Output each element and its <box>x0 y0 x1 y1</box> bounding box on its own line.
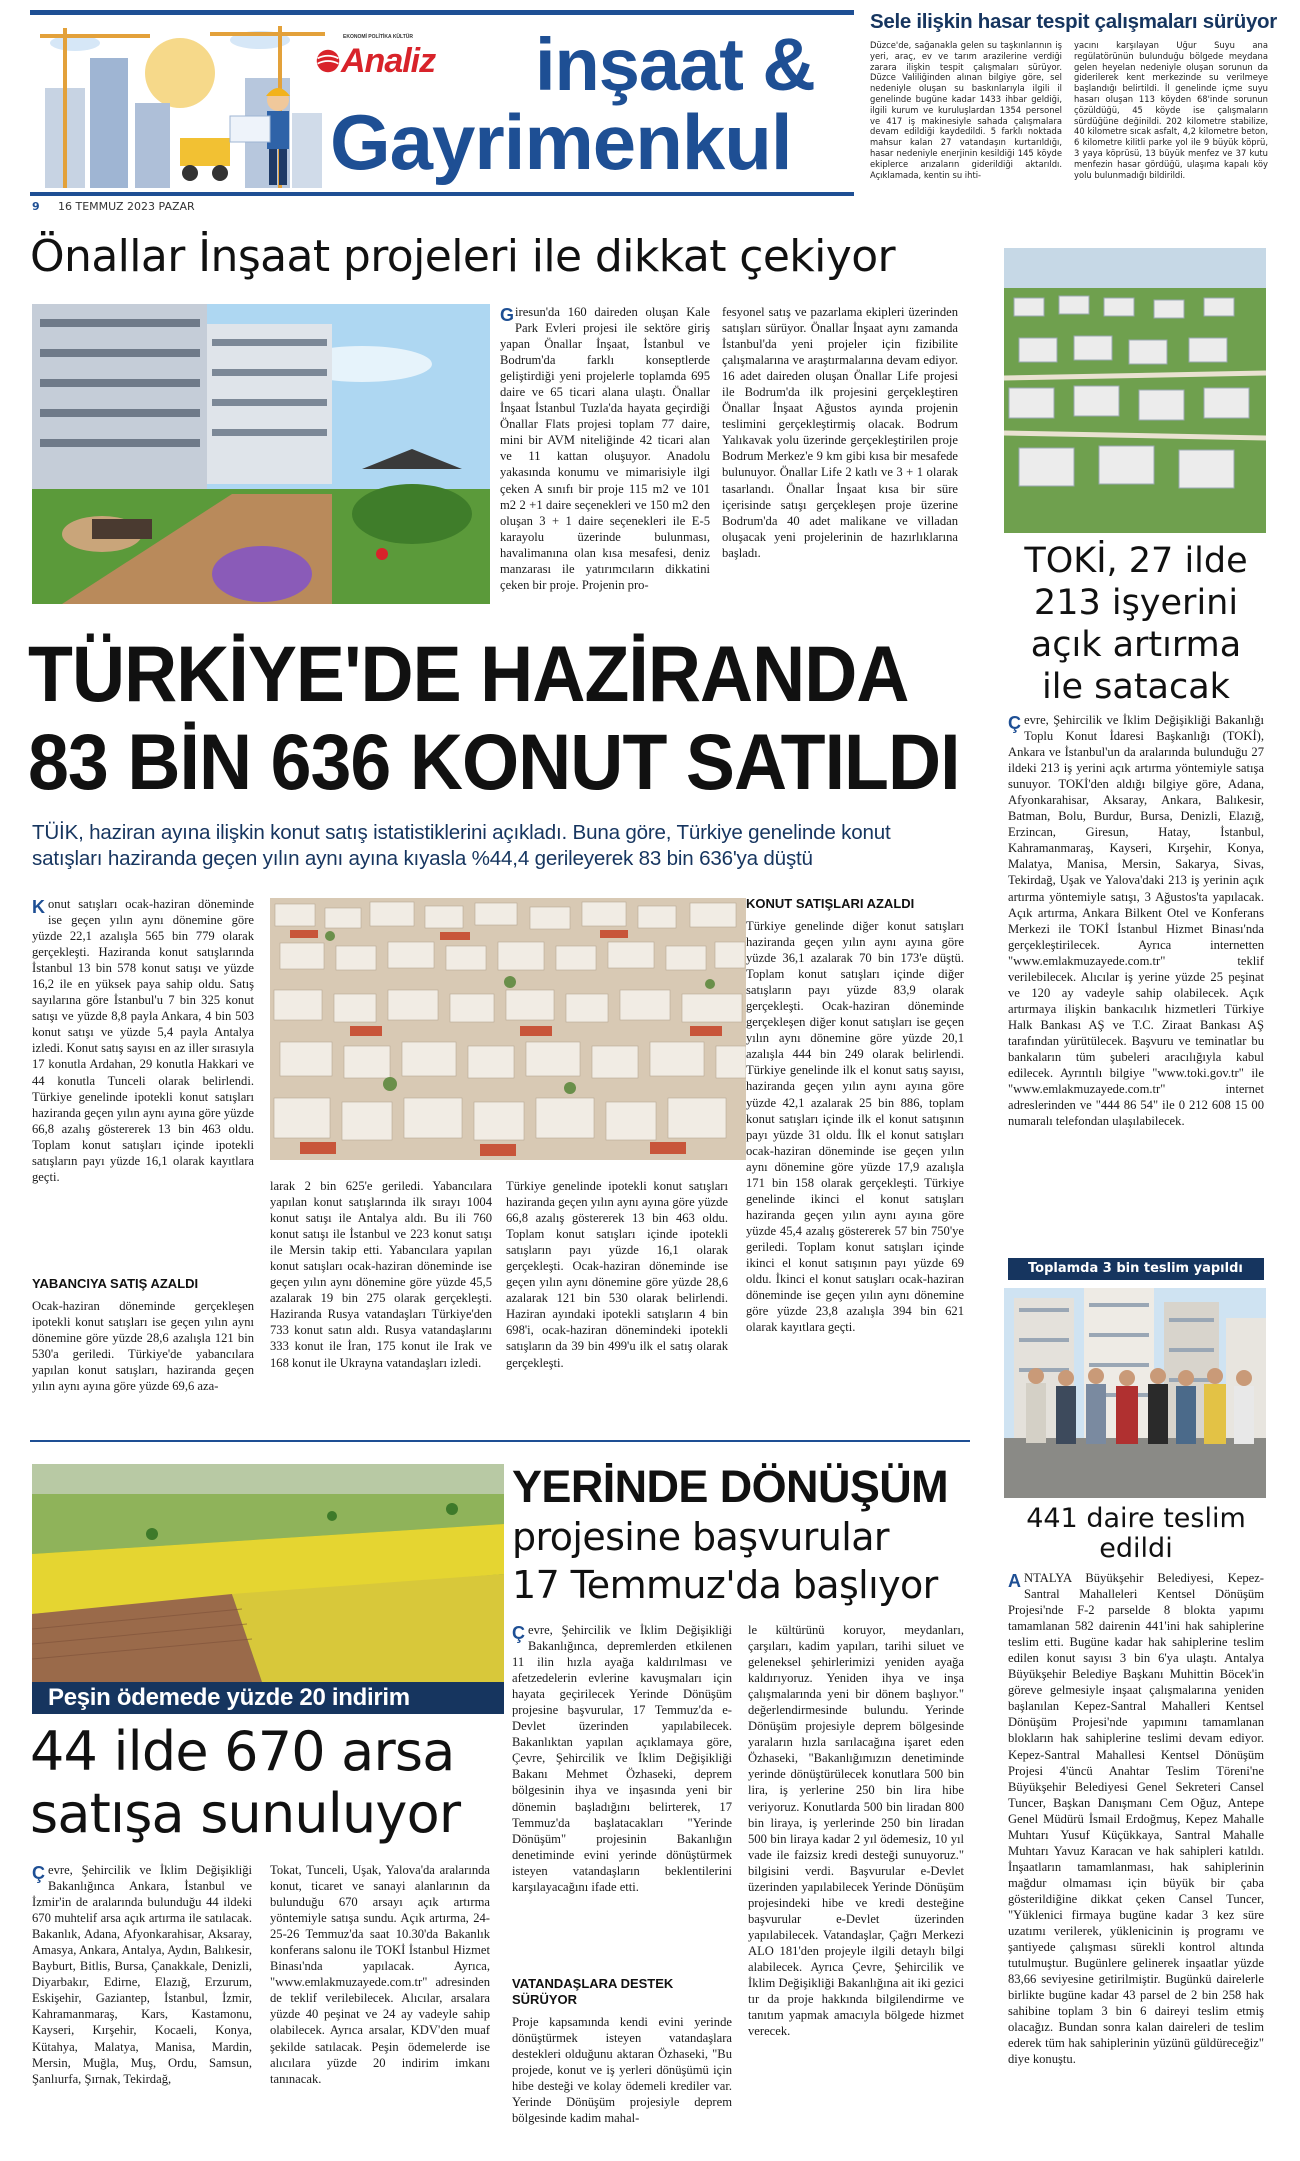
arsa-banner-text: Peşin ödemede yüzde 20 indirim <box>48 1684 410 1711</box>
toki-headline: TOKİ, 27 ilde 213 işyerini açık artırma ile satacak <box>1024 541 1248 707</box>
teslim-headline: 441 daire teslim edildi <box>1026 1503 1246 1564</box>
arsa-col1: Ç evre, Şehircilik ve İklim Değişikliği Bakanlığınca Ankara, İstanbul ve İzmir'in de aralarında bulunduğu 44 ildeki 670 muhtelif arsa açık artırma ile satılacak. Bakanlık, Adana, Afyonkarahisar, Aksaray, Amasya, Ankara, Antalya, Aydın, Balıkesir, Bayburt, Bitlis, Bursa, Çanakkale, Denizli, Diyarbakır, Edirne, Elazığ, Erzurum, Eskişehir, Gaziantep, İstanbul, İzmir, Kahramanmaraş, Kars, Kastamonu, Kayseri, Kırşehir, Kocaeli, Konya, Kütahya, Malatya, Manisa, Mardin, Mersin, Muğla, Muş, Ordu, Samsun, Şanlıurfa, Şırnak, Tekirdağ, <box>32 1863 252 2086</box>
donusum-col1-text: evre, Şehircilik ve İklim Değişikliği Bakanlığınca, depremlerden etkilenen 11 ilin hızla ayağa kaldırılması ve afetzedelerin evlerine kavuşmaları için hayata geçirilecek Yerinde Dönüşüm projesine başvurular, 17 Temmuz'da e-Devlet üzerinden yapılabilecek. Bakanlıktan yapılan açıklamaya göre, Çevre, Şehircilik ve İklim Değişikliği Bakanı Mehmet Özhaseki, deprem bölgesinin ihya ve inşasında yeni bir dönemin başladığını belirterek, 17 Temmuz'da başlatacakları "Yerinde Dönüşüm" projesinin Bakanlığın denetiminde evini yerinde dönüştürmek isteyen vatandaşların beklentilerini karşılayacağını ifade etti. <box>512 1623 732 1894</box>
donusum-col1: Ç evre, Şehircilik ve İklim Değişikliği Bakanlığınca, depremlerden etkilenen 11 ilin hızla ayağa kaldırılması ve afetzedelerin evlerine kavuşmaları için hayata geçirilecek Yerinde Dönüşüm projesine başvurular, 17 Temmuz'da e-Devlet üzerinden yapılabilecek. Bakanlıktan yapılan açıklamaya göre, Çevre, Şehircilik ve İklim Değişikliği Bakanı Mehmet Özhaseki, deprem bölgesinin ihya ve inşasında yeni bir dönemin başladığını belirterek, 17 Temmuz'da başlatacakları "Yerinde Dönüşüm" projesinin Bakanlığın denetiminde evini yerinde dönüştürmek isteyen vatandaşların beklentilerini karşılayacağını ifade etti. VATANDAŞLARA DESTEK SÜRÜYOR Proje kapsamında kendi evini yerinde dönüştürmek isteyen vatandaşlara destekleri olduğunu aktaran Özhaseki, "Bu projede, konut ve iş yerleri dönüşümü için hibe desteği ve kolay ödemeli krediler var. Yerinde Dönüşüm projesiyle deprem bölgesinde kadim mahal- <box>512 1622 732 2152</box>
main-col1-text: onut satışları ocak-haziran döneminde ise geçen yılın aynı dönemine göre yüzde 22,1 azalışla 565 bin 779 olarak gerçekleşti. Haziranda konut satışlarında İstanbul 13 bin 578 konut satışı ve yüzde 16,2 ile en yüksek paya sahip oldu. Satış sayılarına göre İstanbul'u 7 bin 325 konut satışı ve yüzde 8,8 payla Ankara, 4 bin 503 konut satışı ve yüzde 5,4 payla Antalya izledi. Konut satış sayısı en az iller sırasıyla 17 konutla Ardahan, 29 konutla Hakkari ve 44 konutla Tunceli olarak belirlendi. Türkiye genelinde ipotekli konut satışları haziranda geçen yılın aynı ayına göre yüzde 66,8 azalış göstererek 13 bin 463 oldu. Toplam konut satışları içinde ipotekli satışların payı yüzde 16,1 olarak kayıtlara geçti. <box>32 897 254 1184</box>
teslim-banner-text: Toplamda 3 bin teslim yapıldı <box>1028 1261 1243 1276</box>
main-deck: TÜİK, haziran ayına ilişkin konut satış istatistiklerini açıkladı. Buna göre, Türkiye genelinde konut satışları haziranda geçen yılın aynı ayına kıyasla %44,4 gerileyerek 83 bin 636'ya düştü <box>32 821 891 870</box>
main-col4-text: Türkiye genelinde diğer konut satışları haziranda geçen yılın aynı ayına göre yüzde 36,1 azalarak 70 bin 173'e düştü. Toplam konut satışları içinde diğer satışların payı yüzde 83,9 olarak gerçekleşti. Ocak-haziran döneminde gerçekleşen diğer konut satışları ise geçen yılın aynı dönemine göre yüzde 20,1 azalışla 444 bin 249 olarak belirlendi. Türkiye genelinde ilk el konut satış sayısı, haziranda geçen yılın aynı ayına göre yüzde 42,1 azalarak 25 bin 886, toplam konut satışları içinde ilk el konut satışının payı yüzde 31 oldu. İlk el konut satışları ocak-haziran döneminde ise geçen yılın aynı dönemine göre yüzde 17,9 azalışla 171 bin 158 olarak gerçekleşti. Türkiye genelinde ikinci el konut satışları haziranda geçen yılın aynı ayına göre yüzde 45,4 azalış göstererek 57 bin 750'ye geriledi. Toplam konut satışları içinde ikinci el konut satışının payı yüzde 69 oldu. İkinci el konut satışları ocak-haziran döneminde ise geçen yılın aynı dönemine göre yüzde 23,8 azalışla 394 bin 621 olarak kayıtlara geçti. <box>746 919 964 1335</box>
donusum-col2: le kültürünü koruyor, meydanları, çarşıları, kadim yapıları, tarihi siluet ve geleneksel şehirlerimizi yeniden ayağa kaldırıyoruz. Yeniden ihya ve inşa çalışmalarında yeni bir dönem başlıyor." değerlendirmesinde bulundu. Yerinde Dönüşüm projesiyle deprem bölgesinde yaraların hızla sarılacağına işaret eden Özhaseki, "Bakanlığımızın denetiminde yerinde dönüştürülecek konutlara 500 bin lira, iş yerlerine 250 bin lira hibe veriyoruz. Konutlarda 500 bin liradan 800 bin liraya, iş yerlerinde 250 bin liradan 500 bin liraya kadar 2 yıl ödemesiz, 10 yıl vade ile faizsiz kredi desteği sunuyoruz." bilgisini verdi. Başvurular e-Devlet üzerinden yapılabilecek Yerinde Dönüşüm projesindeki hibe ve kredi desteğine başvurular e-Devlet üzerinden yapılabilecek. Vatandaşlar, Çağrı Merkezi ALO 181'den projeyle ilgili detaylı bilgi alabilecek. Ayrıca Çevre, Şehircilik ve İklim Değişikliği Bakanlığına ait iki gezici tır da proje hakkında bilgilendirme ve tanıtım yapmak amacıyla bölgede hizmet verecek. <box>748 1623 964 2039</box>
sel-col2: yacını karşılayan Uğur Suyu ana regülatörünün bulunduğu bölgede meydana gelen heyelan nedeniyle oluşan sorunun da giderilerek kent merkezinde su verilmeye başlandığı belirtildi. İl genelinde içme suyu hasarı oluşan 113 köyden 68'inde sorunun çözüldüğü, 45 köyde ise çalışmaların sürdüğüne değinildi. 202 kilometre stabilize, 40 kilometre sıcak asfalt, 4,2 kilometre beton, 6 kilometre kilitli parke yol ile 9 büyük köprü, 3 yaya köprüsü, 13 büyük menfez ve 37 kutu menfezin hasar gördüğü, ulaşıma kapalı köy yolu bulunmadığı bildirildi. <box>1074 40 1268 180</box>
teslim-banner <box>1008 1258 1264 1280</box>
donusum-col1b: Proje kapsamında kendi evini yerinde dönüştürmek isteyen vatandaşlara destekleri olduğunu aktaran Özhaseki, "Bu projede, konut ve iş yerleri dönüşümü için hibe desteği ve kolay ödemeli krediler var. Yerinde Dönüşüm projesiyle deprem bölgesinde kadim mahal- <box>512 2015 732 2126</box>
page-number: 9 <box>32 200 40 213</box>
main-col1: K onut satışları ocak-haziran döneminde ise geçen yılın aynı dönemine göre yüzde 22,1 azalışla 565 bin 779 olarak gerçekleşti. Haziranda konut satışlarında İstanbul 13 bin 578 konut satışı ve yüzde 16,2 ile en yüksek paya sahip oldu. Satış sayılarına göre İstanbul'u 7 bin 325 konut satışı ve yüzde 8,8 payla Ankara, 4 bin 503 konut satışı ve yüzde 5,4 payla Antalya izledi. Konut satış sayısı en az iller sırasıyla 17 konutla Ardahan, 29 konutla Hakkari ve 44 konutla Tunceli olarak belirlendi. Türkiye genelinde ipotekli konut satışları haziranda geçen yılın aynı ayına göre yüzde 66,8 azalış göstererek 13 bin 463 oldu. Toplam konut satışları içinde ipotekli satışların payı yüzde 16,1 olarak kayıtlara geçti. YABANCIYA SATIŞ AZALDI Ocak-haziran döneminde gerçekleşen ipotekli konut satışları ise geçen yılın aynı dönemine göre yüzde 28,6 azalışla 121 bin 530'a geriledi. Türkiye'de yabancılara yapılan konut satışları, haziranda geçen yılın aynı ayına göre yüzde 69,6 aza- <box>32 896 254 1426</box>
toki-photo <box>1004 248 1266 533</box>
donusum-headline-1: YERİNDE DÖNÜŞÜM <box>512 1461 949 1512</box>
sel-col1: Düzce'de, sağanakla gelen su taşkınlarının iş yeri, araç, ev ve tarım arazilerine verdiği zarara ilişkin tespit çalışmaları sürüyor. Düzce Valiliğinden alınan bilgiye göre, sel nedeniyle oluşan su baskınlarıyla ilgili il genelinde bugüne kadar 1433 ihbar geldiği, ilgili kurum ve kuruluşlardan 1354 personel ve 417 iş makinesiyle sahada çalışmalara devam edildiği kaydedildi. 5 farklı noktada mahsur kalan 27 vatandaşın kurtarıldığı, hasar nedeniyle enerjinin kesildiği 145 köyde ekiplerce arızaların giderildiği aktarıldı. Açıklamada, kentin su ihti- <box>870 40 1062 180</box>
arsa-photo <box>32 1464 504 1682</box>
sub-konut: KONUT SATIŞLARI AZALDI <box>746 896 915 911</box>
main-headline-2: 83 BİN 636 KONUT SATILDI <box>28 717 960 806</box>
main-col3: Türkiye genelinde ipotekli konut satışları haziranda geçen yılın aynı ayına göre yüzde 66,8 azalış göstererek 13 bin 463 oldu. Toplam konut satışları içinde ipotekli satışların payı yüzde 16,1 olarak gerçekleşti. Ocak-haziran döneminde ise geçen yılın aynı dönemine göre yüzde 28,6 azalarak 121 bin 530 olarak belirlendi. Haziran ayındaki ipotekli satışların 4 bin 698'i, ocak-haziran dönemindeki ipotekli satışların da 39 bin 499'u ilk el satış olarak gerçekleşti. <box>506 1179 728 1370</box>
teslim-photo <box>1004 1288 1266 1498</box>
onallar-headline: Önallar İnşaat projeleri ile dikkat çekiyor <box>30 231 896 282</box>
brand-name: Analiz <box>341 42 436 80</box>
donusum-sub: VATANDAŞLARA DESTEK SÜRÜYOR <box>512 1976 674 2007</box>
sub-yabanci: YABANCIYA SATIŞ AZALDI <box>32 1276 199 1291</box>
section-title-line2: Gayrimenkul <box>330 98 792 186</box>
toki-body-text: evre, Şehircilik ve İklim Değişikliği Bakanlığı Toplu Konut İdaresi Başkanlığı (TOKİ), Ankara ve İstanbul'un da aralarında bulunduğu 27 ildeki 213 iş yerini açık artırma yöntemiyle satışa sunuyor. TOKİ'den aldığı bilgiye göre, Adana, Afyonkarahisar, Aksaray, Ankara, Balıkesir, Batman, Bolu, Burdur, Bursa, Denizli, Elazığ, Erzincan, Giresun, Hatay, İstanbul, Kahramanmaraş, Kayseri, Kırşehir, Konya, Malatya, Manisa, Mersin, Sakarya, Sivas, Tekirdağ, Uşak ve Yalova'daki 213 iş yerinin açık artırma yöntemiyle satışı, 3 Ağustos'ta yapılacak. Açık artırma, Ankara Bilkent Otel ve Konferans Merkezi ile TOKİ İstanbul Hizmet Binası'nda gerçekleştirilecek. Ayrıca internetten "www.emlakmuzayede.com.tr" teklif verilebilecek. Alıcılar iş yerine yüzde 25 peşinat ve 120 ay vadeyle sahip olabilecek. Açık artırmaya ilişkin bankacılık hizmetleri Türkiye Halk Bankası AŞ ve T.C. Ziraat Bankası AŞ tarafından yürütülecek. Başvuru ve teminatlar bu bankaların tüm şubeleri aracılığıyla kabul edilecek. Ayrıntılı bilgiye "www.toki.gov.tr" ile "www.emlakmuzayede.com.tr" internet adreslerinden ve "444 86 54" ile 0 212 608 15 00 numaralı telefondan ulaşılabilecek. <box>1008 713 1264 1129</box>
section-divider <box>30 1440 970 1442</box>
brand-tagline: EKONOMİ POLİTİKA KÜLTÜR <box>343 34 413 40</box>
teslim-body-text: NTALYA Büyükşehir Belediyesi, Kepez-Santral Mahalleleri Kentsel Dönüşüm Projesi'nde F-2 parselde 8 blokta yapımı tamamlanan 582 dairenin 441'ini hak sahiplerine teslim etti. Bugüne kadar hak sahiplerine teslim edilen konut sayısı 3 bin 6'ya ulaştı. Antalya Büyükşehir Belediye Başkanı Muhittin Böcek'in göreve gelmesiyle inşaat çalışmalarına yeniden başlanılan Kepez-Santral Mahalleri Kentsel Dönüşüm Projesi'nde yapımını tamamlanan blokların hak sahiplerine teslimi devam ediyor. Kepez-Santral Mahallesi Kentsel Dönüşüm Projesi 4'üncü Anahtar Teslim Töreni'ne Büyükşehir Belediyesi Genel Sekreteri Cansel Tuncer, Başkan Danışmanı Cem Oğuz, Antepe Genel Müdürü İsmail Erdoğmuş, Kepez Mahalle Muhtarı Yusuf Küçükkaya, Santral Mahalle Muhtarı Yavuz Karacan ve hak sahipleri katıldı. İnşaatların tamamlanması, hak sahiplerinin mağdur olmaması için büyük bir çaba gösterildiğine dikkat çeken Cansel Tuncer, "Yüklenici firmaya bugüne kadar 3 kez süre uzatımı verilerek, yüklenicinin iş programı ve şantiyede çalışması sürekli kontrol altında tutulmuştur. Bugünlere gelinerek inşaatlar yüzde 83,66 seviyesine getirilmiştir. Bugünkü dairelerle birlikte bugüne kadar 43 parsel de 2 bin 258 hak sahibine toplam 3 bin 6 daireyi teslim etmiş olacağız. Bundan sonra kalan daireleri de teslim ederek tüm hak sahiplerinin yüzünü güldüreceğiz" diye konuştu. <box>1008 1571 1264 2067</box>
section-title-line1: inşaat & <box>535 23 815 106</box>
onallar-col2: fesyonel satış ve pazarlama ekipleri üzerinden satışları sürüyor. Önallar İnşaat aynı zamanda İstanbul'da yeni projeler için fizibilite çalışmalarına ve araştırmalarına devam ediyor. 16 adet daireden oluşan Önallar Life projesi ile Bodrum'da ilk projesini gerçekleştiren Önallar İnşaat Ağustos ayında projenin teslimini gerçekleştirmiş olacak. Bodrum Yalıkavak yolu üzerinde gerçekleştirilen proje Bodrum Merkez'e 9 km gibi kısa bir mesafede bulunuyor. Önallar Life 2 katlı ve 3 + 1 olarak tasarlandı. Önallar İnşaat kısa bir süre içerisinde satışı gerçekleşen proje üzerine Bodrum'da 40 adet malikane ve villadan oluşacak yeni projelerinin de hazırlıklarına başladı. <box>722 305 958 560</box>
masthead-illustration <box>30 18 330 188</box>
globe-icon <box>315 48 341 74</box>
donusum-headline-3: 17 Temmuz'da başlıyor <box>512 1563 938 1607</box>
onallar-col1: G iresun'da 160 daireden oluşan Kale Park Evleri projesi ile sektöre giriş yapan Önallar İnşaat, İstanbul ve Bodrum'da farklı konseptlerde geliştirdiği yeni projelerle toplamda 695 daire ve 65 ticari alana ulaştı. Önallar İnşaat İstanbul Tuzla'da hayata geçirdiği Önallar Flats projesi toplam 77 daire, mini bir AVM niteliğinde 42 ticari alan ve 11 kattan oluşuyor. Anadolu yakasında konumu ve mimarisiyle ilgi çeken A sınıfı bir proje 115 m2 ve 101 m2 2 +1 daire seçenekleri ve 150 m2 den oluşan 3 + 1 daire seçenekleri ile E-5 karayolu üzerinde bulunması, havalimanına olan kısa mesafesi, deniz manzarası ile yatırımcıların dikkatini çeken bir proje. Projenin pro- <box>500 305 710 592</box>
arsa-headline-2: satışa sunuluyor <box>30 1782 461 1845</box>
onallar-photo <box>32 304 490 604</box>
issue-date: 16 TEMMUZ 2023 PAZAR <box>58 200 195 213</box>
donusum-headline-2: projesine başvurular <box>512 1515 889 1559</box>
arsa-col1-text: evre, Şehircilik ve İklim Değişikliği Bakanlığınca Ankara, İstanbul ve İzmir'in de aralarında bulunduğu 44 ildeki 670 muhtelif arsa açık artırma ile satılacak. Bakanlık, Adana, Afyonkarahisar, Aksaray, Amasya, Ankara, Antalya, Aydın, Balıkesir, Bayburt, Bitlis, Bursa, Çanakkale, Denizli, Diyarbakır, Edirne, Elazığ, Erzurum, Eskişehir, Gaziantep, İstanbul, İzmir, Kahramanmaraş, Kars, Kastamonu, Kayseri, Kırşehir, Kocaeli, Konya, Kütahya, Malatya, Manisa, Mardin, Mersin, Muğla, Muş, Ordu, Samsun, Şanlıurfa, Şırnak, Tekirdağ, <box>32 1863 252 2086</box>
main-col4 <box>746 896 964 1430</box>
onallar-col1-text: iresun'da 160 daireden oluşan Kale Park Evleri projesi ile sektöre giriş yapan Önallar İnşaat, İstanbul ve Bodrum'da farklı konseptlerde geliştirdiği yeni projelerle toplamda 695 daire ve 65 ticari alana ulaştı. Önallar İnşaat İstanbul Tuzla'da hayata geçirdiği Önallar Flats projesi toplam 77 daire, mini bir AVM niteliğinde 42 ticari alan ve 11 kattan oluşuyor. Anadolu yakasında konumu ve mimarisiyle ilgi çeken A sınıfı bir proje 115 m2 ve 101 m2 2 +1 daire seçenekleri ve 150 m2 den oluşan 3 + 1 daire seçenekleri ile E-5 karayolu üzerinde bulunması, havalimanına olan kısa mesafesi, deniz manzarası ile yatırımcıların dikkatini çeken bir proje. Projenin pro- <box>500 305 710 592</box>
teslim-body: A NTALYA Büyükşehir Belediyesi, Kepez-Santral Mahalleleri Kentsel Dönüşüm Projesi'nde F-2 parselde 8 blokta yapımı tamamlanan 582 dairenin 441'ini hak sahiplerine teslim etti. Bugüne kadar hak sahiplerine teslim edilen konut sayısı 3 bin 6'ya ulaştı. Antalya Büyükşehir Belediye Başkanı Muhittin Böcek'in göreve gelmesiyle inşaat çalışmalarına yeniden başlanılan Kepez-Santral Mahalleri Kentsel Dönüşüm Projesi'nde yapımını tamamlanan blokların hak sahiplerine teslimi devam ediyor. Kepez-Santral Mahallesi Kentsel Dönüşüm Projesi 4'üncü Anahtar Teslim Töreni'ne Büyükşehir Belediyesi Genel Sekreteri Cansel Tuncer, Başkan Danışmanı Cem Oğuz, Antepe Genel Müdürü İsmail Erdoğmuş, Kepez Mahalle Muhtarı Yusuf Küçükkaya, Santral Mahalle Muhtarı Yavuz Karacan ve hak sahipleri katıldı. İnşaatların tamamlanması, hak sahiplerinin mağdur olmaması için büyük bir çaba gösterildiğine dikkat çeken Cansel Tuncer, "Yüklenici firmaya bugüne kadar 3 kez süre uzatımı verilerek, yüklenicinin iş programı ve şantiyede çalışması sürekli kontrol altında tutulmuştur. Bugünlere gelinerek inşaatlar yüzde 83,66 seviyesine getirilmiştir. Bugünkü dairelerle birlikte bugüne kadar 43 parsel de 2 bin 258 hak sahibine toplam 3 bin 6 daireyi teslim etmiş olacağız. Bundan sonra kalan daireleri de teslim ederek tüm hak sahiplerinin yüzünü güldüreceğiz" diye konuştu. <box>1008 1571 1264 2067</box>
arsa-banner <box>32 1682 504 1714</box>
main-col2: larak 2 bin 625'e geriledi. Yabancılara yapılan konut satışlarında ilk sırayı 1004 konut satışı ile Antalya aldı. Bu ili 760 konut satışı ile İstanbul ve 223 konut satışı ile Mersin takip etti. Yabancılara yapılan konut satışları ocak-haziran döneminde ise geçen yılın aynı dönemine göre yüzde 45,5 azalarak 19 bin 275 olarak gerçekleşti. Haziranda Rusya vatandaşları Türkiye'den 733 konut satın aldı. Rusya vatandaşlarını 333 konut ile İran, 175 konut ile Irak ve 168 konut ile Ukrayna vatandaşları izledi. <box>270 1179 492 1370</box>
toki-body: Ç evre, Şehircilik ve İklim Değişikliği Bakanlığı Toplu Konut İdaresi Başkanlığı (TOKİ), Ankara ve İstanbul'un da aralarında bulunduğu 27 ildeki 213 iş yerini açık artırma yöntemiyle satışa sunuyor. TOKİ'den aldığı bilgiye göre, Adana, Afyonkarahisar, Aksaray, Ankara, Balıkesir, Batman, Bolu, Burdur, Bursa, Denizli, Elazığ, Erzincan, Giresun, Hatay, İstanbul, Kahramanmaraş, Kayseri, Kırşehir, Konya, Malatya, Manisa, Mersin, Sakarya, Sivas, Tekirdağ, Uşak ve Yalova'daki 213 iş yerinin açık artırma yöntemiyle satışı, 3 Ağustos'ta yapılacak. Açık artırma, Ankara Bilkent Otel ve Konferans Merkezi ile TOKİ İstanbul Hizmet Binası'nda gerçekleştirilecek. Ayrıca internetten "www.emlakmuzayede.com.tr" teklif verilebilecek. Alıcılar iş yerine yüzde 25 peşinat ve 120 ay vadeyle sahip olabilecek. Açık artırmaya ilişkin bankacılık hizmetleri Türkiye Halk Bankası AŞ ve T.C. Ziraat Bankası AŞ tarafından yürütülecek. Başvuru ve teminatlar bu bankaların tüm şubeleri aracılığıyla kabul edilecek. Ayrıntılı bilgiye "www.toki.gov.tr" ile "www.emlakmuzayede.com.tr" internet adreslerinden ve "444 86 54" ile 0 212 608 15 00 numaralı telefondan ulaşılabilecek. <box>1008 713 1264 1129</box>
sel-headline: Sele ilişkin hasar tespit çalışmaları sürüyor <box>870 10 1277 33</box>
brand-logo <box>315 34 436 80</box>
main-photo <box>270 898 746 1160</box>
masthead <box>30 10 854 213</box>
sel-article <box>870 10 1277 210</box>
main-headline-1: TÜRKİYE'DE HAZİRANDA <box>28 629 909 718</box>
main-col1b: Ocak-haziran döneminde gerçekleşen ipotekli konut satışları ise geçen yılın aynı dönemine göre yüzde 28,6 azalışla 121 bin 530'a geriledi. Türkiye'de yabancılara yapılan konut satışları, haziranda geçen yılın aynı ayına göre yüzde 69,6 aza- <box>32 1299 254 1394</box>
arsa-headline-1: 44 ilde 670 arsa <box>30 1720 455 1783</box>
arsa-col2: Tokat, Tunceli, Uşak, Yalova'da aralarında konut, ticaret ve sanayi alanlarının da bulunduğu 670 arsayı açık artırma yöntemiyle satışa sundu. Açık artırma, 24-25-26 Temmuz'da saat 10.30'da Bakanlık konferans salonu ile TOKİ İstanbul Hizmet Binası'nda yapılacak. Ayrıca, "www.emlakmuzayede.com.tr" adresinden de teklif verilebilecek. Alıcılar, arsalara yüzde 40 peşinat ve 24 ay vadeyle sahip olabilecek. Ayrıca arsalar, KDV'den muaf şekilde satılacak. Peşin ödemelerde ise alıcılara yüzde 20 indirim imkanı tanınacak. <box>270 1863 490 2086</box>
